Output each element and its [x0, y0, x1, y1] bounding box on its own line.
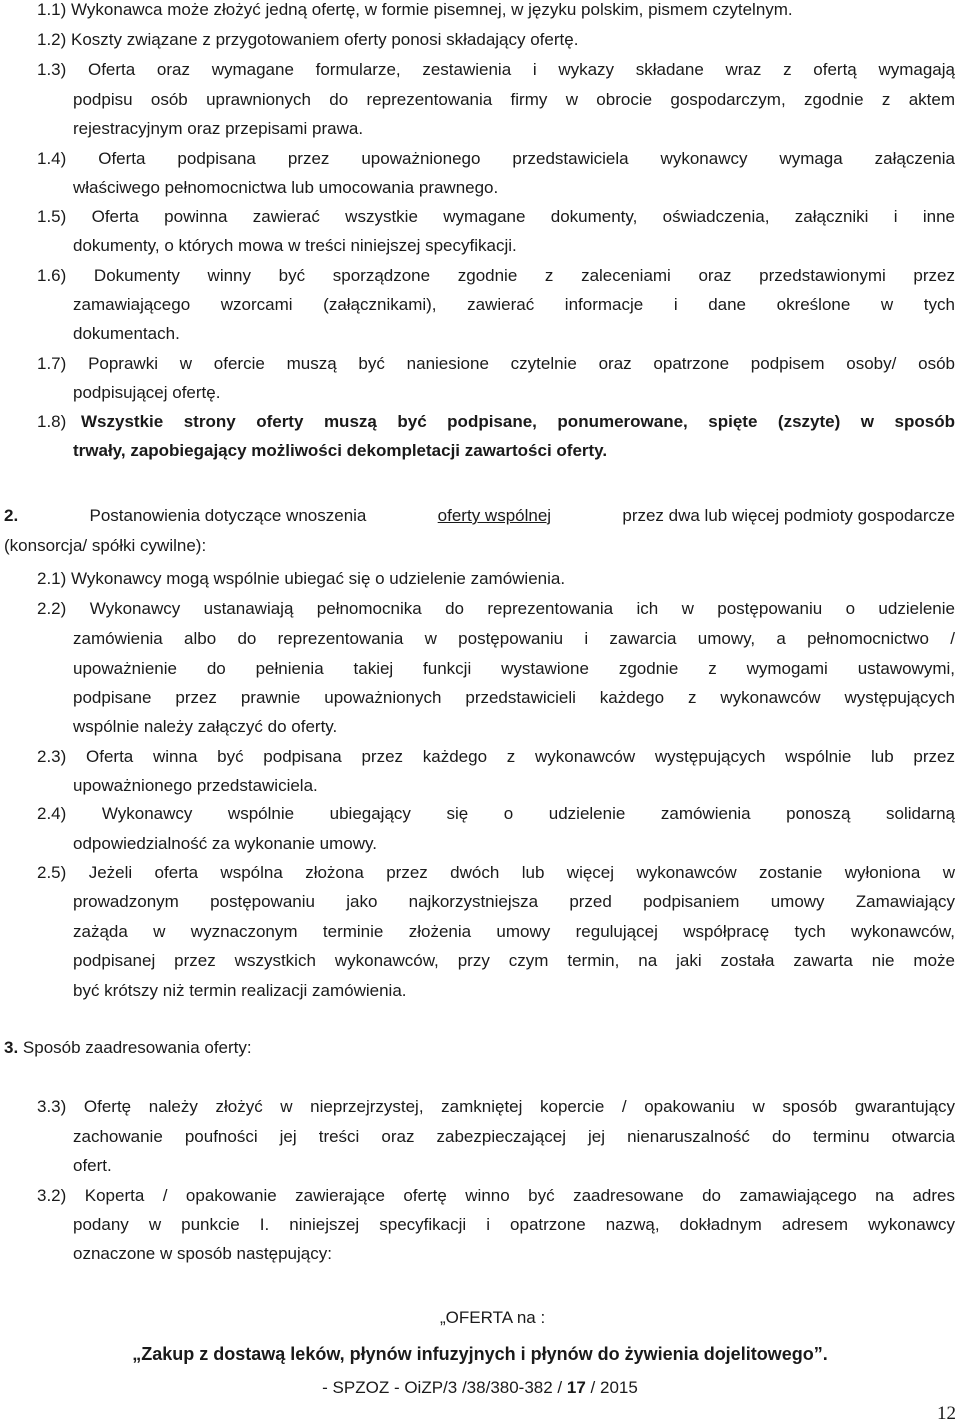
section-2-heading-part-a: Postanowienia dotyczące wnoszenia — [89, 506, 367, 525]
item-2-5-line-5: być krótszy niż termin realizacji zamówienia. — [73, 981, 407, 1000]
item-2-5-line-1: 2.5) Jeżeli oferta wspólna złożona przez dwóch lub więcej wykonawców zostanie wyłoniona w — [37, 863, 955, 882]
section-2-number: 2. — [4, 506, 19, 525]
item-1-3-line-1: 1.3) Oferta oraz wymagane formularze, zestawienia i wykazy składane wraz z ofertą wymagają — [37, 60, 955, 79]
item-1-5-line-2: dokumenty, o których mowa w treści niniejszej specyfikacji. — [73, 236, 517, 255]
item-2-5-line-2: prowadzonym postępowaniu jako najkorzystniejsza przed podpisaniem umowy Zamawiający — [73, 892, 955, 911]
reference-number: 17 — [566, 1378, 586, 1397]
envelope-label: „OFERTA na : — [440, 1308, 546, 1327]
item-2-2-line-1: 2.2) Wykonawcy ustanawiają pełnomocnika do reprezentowania ich w postępowaniu o udzielenie — [37, 599, 955, 618]
item-2-2-line-3: upoważnienie do pełnienia takiej funkcji wystawione zgodnie z wymogami ustawowymi, — [73, 659, 955, 678]
item-2-2-line-4: podpisane przez prawnie upoważnionych przedstawicieli każdego z wykonawców występujących — [73, 688, 955, 707]
item-2-3-line-2: upoważnionego przedstawiciela. — [73, 776, 318, 795]
section-3-number: 3. — [4, 1038, 19, 1057]
item-1-8-line-2: trwały, zapobiegający możliwości dekompletacji zawartości oferty. — [73, 441, 608, 460]
item-1-4-line-2: właściwego pełnomocnictwa lub umocowania prawnego. — [73, 178, 499, 197]
item-2-4-line-1: 2.4) Wykonawcy wspólnie ubiegający się o udzielenie zamówienia ponoszą solidarną — [37, 804, 955, 823]
item-1-1: 1.1) Wykonawca może złożyć jedną ofertę, w formie pisemnej, w języku polskim, pismem czytelnym. — [37, 0, 793, 19]
section-2-heading-line-2: (konsorcja/ spółki cywilne): — [4, 536, 207, 555]
item-1-3-line-2: podpisu osób uprawnionych do reprezentowania firmy w obrocie gospodarczym, zgodnie z aktem — [73, 90, 955, 109]
item-3-3-line-3: ofert. — [73, 1156, 112, 1175]
item-2-2-line-2: zamówienia albo do reprezentowania w postępowaniu i zawarcia umowy, a pełnomocnictwo / — [73, 629, 955, 648]
item-2-1: 2.1) Wykonawcy mogą wspólnie ubiegać się o udzielenie zamówienia. — [37, 569, 566, 588]
item-1-6-line-2: zamawiającego wzorcami (załącznikami), zawierać informacje i dane określone w tych — [73, 295, 955, 314]
section-2-heading-line-1 — [4, 506, 955, 526]
reference-part-a: - SPZOZ - OiZP/3 /38/380-382 / — [322, 1378, 563, 1397]
item-1-4-line-1: 1.4) Oferta podpisana przez upoważnionego przedstawiciela wykonawcy wymaga załączenia — [37, 149, 955, 168]
item-3-2-line-3: oznaczone w sposób następujący: — [73, 1244, 332, 1263]
item-1-6-line-1: 1.6) Dokumenty winny być sporządzone zgodnie z zaleceniami oraz przedstawionymi przez — [37, 266, 955, 285]
item-1-6-line-3: dokumentach. — [73, 324, 180, 343]
item-1-2: 1.2) Koszty związane z przygotowaniem oferty ponosi składający ofertę. — [37, 30, 579, 49]
item-3-3-line-1: 3.3) Ofertę należy złożyć w nieprzejrzystej, zamkniętej kopercie / opakowaniu w sposób gwarantujący — [37, 1097, 955, 1116]
item-2-4-line-2: odpowiedzialność za wykonanie umowy. — [73, 834, 377, 853]
page-number: 12 — [937, 1403, 956, 1424]
item-1-7-line-2: podpisującej ofertę. — [73, 383, 221, 402]
item-3-2-line-1: 3.2) Koperta / opakowanie zawierające ofertę winno być zaadresowane do zamawiającego na adres — [37, 1186, 955, 1205]
item-1-3-line-3: rejestracyjnym oraz przepisami prawa. — [73, 119, 364, 138]
item-2-5-line-3: zażąda w wyznaczonym terminie złożenia umowy regulującej współpracę tych wykonawców, — [73, 922, 955, 941]
reference-year: / 2015 — [590, 1378, 638, 1397]
item-3-3-line-2: zachowanie poufności jej treści oraz zabezpieczającej jej nienaruszalność do terminu otwarcia — [73, 1127, 955, 1146]
item-3-2-line-2: podany w punkcie I. niniejszej specyfikacji i opatrzone nazwą, dokładnym adresem wykonawcy — [73, 1215, 955, 1234]
item-1-8-number: 1.8) — [37, 412, 67, 431]
item-2-3-line-1: 2.3) Oferta winna być podpisana przez każdego z wykonawców występujących wspólnie lub przez — [37, 747, 955, 766]
section-3-title: Sposób zaadresowania oferty: — [22, 1038, 252, 1057]
envelope-subject: „Zakup z dostawą leków, płynów infuzyjnych i płynów do żywienia dojelitowego”. — [132, 1344, 828, 1364]
item-1-7-line-1: 1.7) Poprawki w ofercie muszą być naniesione czytelnie oraz opatrzone podpisem osoby/ osób — [37, 354, 955, 373]
item-1-5-line-1: 1.5) Oferta powinna zawierać wszystkie wymagane dokumenty, oświadczenia, załączniki i inne — [37, 207, 955, 226]
item-2-5-line-4: podpisanej przez wszystkich wykonawców, przy czym termin, na jaki została zawarta nie może — [73, 951, 955, 970]
section-2-heading-underlined: oferty wspólnej — [437, 506, 552, 525]
section-2-heading-part-b: przez dwa lub więcej podmioty gospodarcze — [622, 506, 955, 525]
section-3-heading — [4, 1038, 252, 1058]
item-2-2-line-5: wspólnie należy załączyć do oferty. — [73, 717, 338, 736]
envelope-reference — [0, 1378, 960, 1398]
item-1-8-line-1: Wszystkie strony oferty muszą być podpisane, ponumerowane, spięte (zszyte) w sposób — [81, 412, 955, 431]
